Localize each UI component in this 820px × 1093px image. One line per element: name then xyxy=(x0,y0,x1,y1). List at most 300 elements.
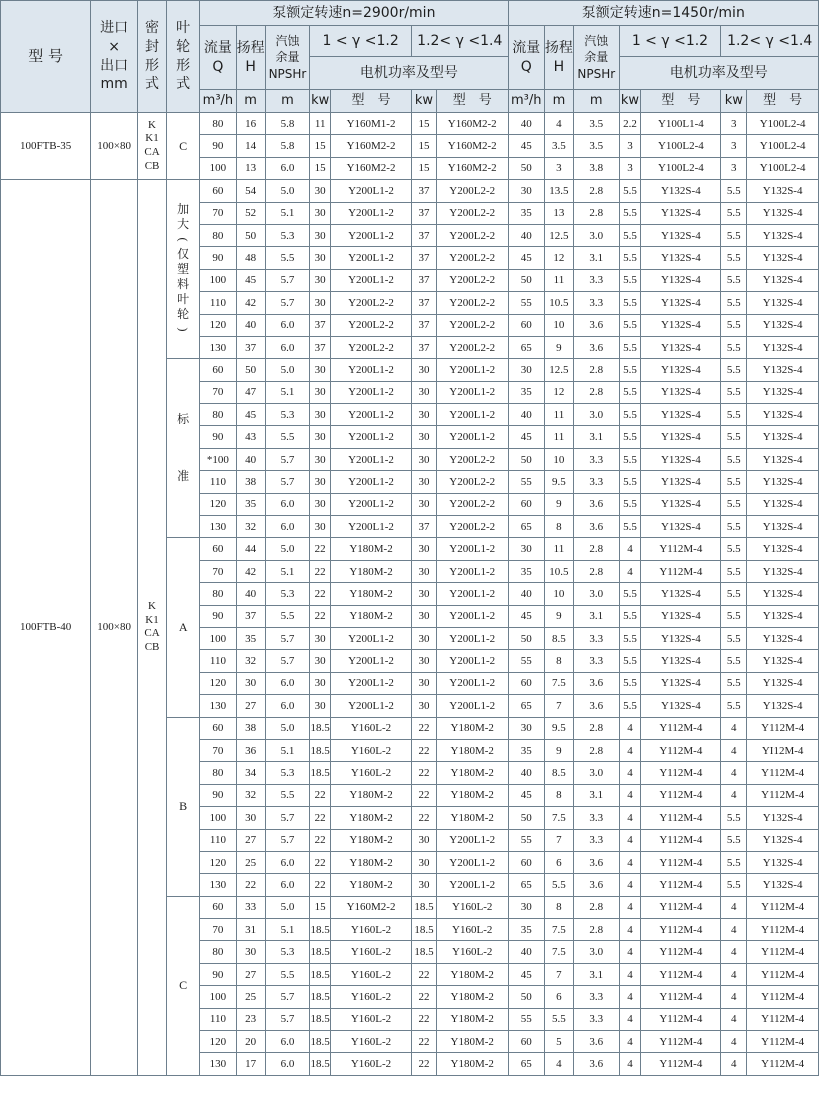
table-cell: 5.5 xyxy=(265,605,310,627)
table-cell: Y160M2-2 xyxy=(331,896,412,918)
table-cell: 40 xyxy=(508,404,544,426)
table-cell: 22 xyxy=(411,807,436,829)
table-cell: Y200L1-2 xyxy=(436,538,508,560)
seal-type-cell xyxy=(138,113,167,180)
table-cell: 6 xyxy=(544,986,573,1008)
table-cell: 80 xyxy=(200,583,236,605)
table-cell: Y200L2-2 xyxy=(436,516,508,538)
table-cell: 11 xyxy=(310,113,331,135)
seal-type-item: CB xyxy=(144,159,160,172)
table-cell: 70 xyxy=(200,919,236,941)
table-cell: *100 xyxy=(200,448,236,470)
table-cell: Y132S-4 xyxy=(641,516,721,538)
table-cell: 3.6 xyxy=(573,336,619,358)
table-cell: 31 xyxy=(236,919,265,941)
table-cell: 37 xyxy=(411,516,436,538)
table-cell: 30 xyxy=(411,851,436,873)
table-cell: Y112M-4 xyxy=(641,941,721,963)
table-cell: Y100L2-4 xyxy=(747,135,819,157)
table-cell: Y180M-2 xyxy=(436,986,508,1008)
table-cell: Y112M-4 xyxy=(747,896,819,918)
table-cell: 3.3 xyxy=(573,448,619,470)
table-cell: 2.8 xyxy=(573,896,619,918)
table-cell: 30 xyxy=(310,247,331,269)
table-cell: 22 xyxy=(411,1031,436,1053)
table-cell: 37 xyxy=(411,247,436,269)
table-cell: 30 xyxy=(310,381,331,403)
table-cell: 5.5 xyxy=(619,314,641,336)
table-cell: 110 xyxy=(200,650,236,672)
table-cell: Y160L-2 xyxy=(436,919,508,941)
table-cell: Y132S-4 xyxy=(747,292,819,314)
table-cell: 3 xyxy=(721,135,747,157)
seal-type-item: CB xyxy=(144,641,160,654)
table-cell: 5.0 xyxy=(265,717,310,739)
table-cell: Y160M2-2 xyxy=(436,157,508,179)
table-cell: 5.5 xyxy=(619,381,641,403)
table-cell: 5.1 xyxy=(265,202,310,224)
seal-type-item: K xyxy=(148,118,156,131)
table-cell: 60 xyxy=(508,672,544,694)
table-cell: Y132S-4 xyxy=(641,448,721,470)
table-cell: 5.7 xyxy=(265,292,310,314)
table-cell: Y180M-2 xyxy=(436,963,508,985)
table-cell: Y100L2-4 xyxy=(747,113,819,135)
table-cell: 2.2 xyxy=(619,113,641,135)
table-cell: 30 xyxy=(310,493,331,515)
table-cell: 35 xyxy=(236,627,265,649)
table-cell: Y112M-4 xyxy=(641,1031,721,1053)
table-cell: Y112M-4 xyxy=(641,851,721,873)
header-seal-line-2: 封 xyxy=(145,38,160,55)
table-cell: Y180M-2 xyxy=(331,874,412,896)
impeller-type-char: C xyxy=(179,138,188,153)
table-cell: 130 xyxy=(200,695,236,717)
table-cell: 3.1 xyxy=(573,784,619,806)
table-cell: Y132S-4 xyxy=(747,672,819,694)
impeller-type-cell xyxy=(167,717,200,896)
table-cell: 8 xyxy=(544,784,573,806)
header-head-unit: m xyxy=(544,90,573,113)
table-cell: Y132S-4 xyxy=(641,247,721,269)
table-cell: 3.0 xyxy=(573,762,619,784)
table-cell: Y200L1-2 xyxy=(436,829,508,851)
header-head-symbol: H xyxy=(245,58,256,75)
table-cell: 4 xyxy=(721,963,747,985)
inlet-outlet-cell: 100×80 xyxy=(91,180,138,1076)
header-kw: kw xyxy=(619,90,641,113)
table-cell: 5.5 xyxy=(721,493,747,515)
table-cell: Y132S-4 xyxy=(747,605,819,627)
table-cell: Y160M1-2 xyxy=(331,113,412,135)
table-cell: Y160L-2 xyxy=(331,739,412,761)
table-cell: 7.5 xyxy=(544,941,573,963)
table-cell: Y160L-2 xyxy=(331,963,412,985)
table-cell: 15 xyxy=(310,157,331,179)
table-cell: 9.5 xyxy=(544,471,573,493)
table-cell: Y132S-4 xyxy=(641,359,721,381)
header-npsh-line-3: NPSHr xyxy=(577,66,616,81)
table-cell: 5.5 xyxy=(721,560,747,582)
table-cell: 30 xyxy=(508,896,544,918)
table-cell: 18.5 xyxy=(310,919,331,941)
table-cell: Y200L1-2 xyxy=(331,493,412,515)
header-speed-1450: 泵额定转速n=1450r/min xyxy=(508,1,818,26)
table-cell: 2.8 xyxy=(573,717,619,739)
table-cell: 42 xyxy=(236,292,265,314)
table-cell: 3.3 xyxy=(573,627,619,649)
table-cell: 18.5 xyxy=(310,1031,331,1053)
header-flow-2900 xyxy=(200,26,236,90)
header-kw: kw xyxy=(721,90,747,113)
table-cell: 50 xyxy=(236,224,265,246)
table-cell: 5.5 xyxy=(619,247,641,269)
table-cell: 30 xyxy=(411,874,436,896)
table-cell: 4 xyxy=(721,1053,747,1075)
table-cell: 18.5 xyxy=(411,896,436,918)
table-cell: 22 xyxy=(310,784,331,806)
table-cell: Y132S-4 xyxy=(747,448,819,470)
table-cell: 5.7 xyxy=(265,829,310,851)
table-cell: Y180M-2 xyxy=(436,762,508,784)
table-cell: 110 xyxy=(200,292,236,314)
table-cell: 4 xyxy=(619,560,641,582)
table-cell: 18.5 xyxy=(310,941,331,963)
table-cell: 22 xyxy=(310,807,331,829)
table-cell: Y200L1-2 xyxy=(436,583,508,605)
table-cell: 18.5 xyxy=(310,762,331,784)
table-cell: 18.5 xyxy=(411,941,436,963)
table-cell: 5.5 xyxy=(265,784,310,806)
table-cell: Y200L1-2 xyxy=(331,202,412,224)
table-cell: 90 xyxy=(200,247,236,269)
table-cell: 5.5 xyxy=(721,829,747,851)
header-seal-line-4: 式 xyxy=(145,76,160,93)
header-motor-2900: 电机功率及型号 xyxy=(310,57,508,90)
impeller-type-cell xyxy=(167,538,200,717)
table-cell: 45 xyxy=(236,404,265,426)
table-cell: 5 xyxy=(544,1031,573,1053)
table-cell: 30 xyxy=(411,493,436,515)
table-cell: Y160L-2 xyxy=(331,1008,412,1030)
table-cell: 5.5 xyxy=(619,650,641,672)
table-cell: 38 xyxy=(236,471,265,493)
table-cell: 5.0 xyxy=(265,180,310,202)
table-cell: Y132S-4 xyxy=(747,874,819,896)
table-cell: 18.5 xyxy=(310,986,331,1008)
table-cell: 110 xyxy=(200,829,236,851)
table-cell: 4 xyxy=(619,874,641,896)
table-cell: Y200L1-2 xyxy=(331,247,412,269)
table-cell: 9 xyxy=(544,605,573,627)
table-cell: 4 xyxy=(619,919,641,941)
table-cell: 8 xyxy=(544,896,573,918)
table-cell: 37 xyxy=(236,336,265,358)
table-cell: Y132S-4 xyxy=(641,381,721,403)
table-cell: 10 xyxy=(544,583,573,605)
table-cell: 5.7 xyxy=(265,448,310,470)
table-cell: 32 xyxy=(236,516,265,538)
table-cell: 50 xyxy=(508,448,544,470)
table-cell: Y132S-4 xyxy=(747,538,819,560)
table-cell: 30 xyxy=(411,627,436,649)
table-cell: 3.6 xyxy=(573,314,619,336)
table-cell: 5.5 xyxy=(721,538,747,560)
table-cell: 5.5 xyxy=(619,336,641,358)
table-cell: 3.3 xyxy=(573,807,619,829)
table-cell: Y200L1-2 xyxy=(436,560,508,582)
impeller-type-cell xyxy=(167,180,200,359)
table-cell: 37 xyxy=(411,336,436,358)
table-cell: Y132S-4 xyxy=(747,560,819,582)
table-cell: Y160L-2 xyxy=(331,941,412,963)
header-impeller-line-3: 形 xyxy=(176,57,191,74)
table-cell: Y112M-4 xyxy=(641,538,721,560)
table-cell: Y200L2-2 xyxy=(436,247,508,269)
table-cell: 30 xyxy=(411,448,436,470)
table-cell: 7.5 xyxy=(544,672,573,694)
table-cell: Y132S-4 xyxy=(641,314,721,336)
table-cell: Y132S-4 xyxy=(641,202,721,224)
table-cell: Y200L2-2 xyxy=(331,292,412,314)
table-cell: 22 xyxy=(411,717,436,739)
table-cell: 2.8 xyxy=(573,381,619,403)
table-cell: Y160L-2 xyxy=(331,919,412,941)
table-cell: 5.5 xyxy=(619,224,641,246)
table-cell: Y200L2-2 xyxy=(436,493,508,515)
table-cell: 37 xyxy=(411,180,436,202)
table-cell: 50 xyxy=(508,269,544,291)
table-cell: 27 xyxy=(236,963,265,985)
table-cell: 18.5 xyxy=(310,1008,331,1030)
table-cell: 60 xyxy=(508,1031,544,1053)
table-cell: 2.8 xyxy=(573,202,619,224)
table-cell: 30 xyxy=(310,627,331,649)
table-cell: 5.5 xyxy=(619,426,641,448)
table-cell: Y180M-2 xyxy=(331,605,412,627)
table-row xyxy=(1,113,819,135)
table-cell: 5.8 xyxy=(265,113,310,135)
header-npsh-line-2: 余量 xyxy=(584,50,609,65)
header-gamma-2-1450: 1.2< γ <1.4 xyxy=(721,26,819,57)
header-kw: kw xyxy=(310,90,331,113)
table-cell: 65 xyxy=(508,336,544,358)
header-inlet-line-2: × xyxy=(108,38,121,55)
table-cell: 42 xyxy=(236,560,265,582)
table-cell: 33 xyxy=(236,896,265,918)
table-cell: Y160L-2 xyxy=(331,762,412,784)
table-cell: 35 xyxy=(236,493,265,515)
table-cell: 30 xyxy=(310,672,331,694)
table-cell: Y180M-2 xyxy=(331,784,412,806)
table-cell: 5.5 xyxy=(619,180,641,202)
impeller-type-char: 准 xyxy=(177,469,190,484)
table-cell: 4 xyxy=(721,762,747,784)
table-cell: 5.7 xyxy=(265,1008,310,1030)
table-cell: 55 xyxy=(508,650,544,672)
table-cell: 3 xyxy=(721,113,747,135)
table-cell: 5.5 xyxy=(721,851,747,873)
table-cell: 9.5 xyxy=(544,717,573,739)
table-cell: 14 xyxy=(236,135,265,157)
table-cell: Y132S-4 xyxy=(641,269,721,291)
table-cell: 5.5 xyxy=(721,516,747,538)
table-cell: 5.5 xyxy=(721,695,747,717)
table-cell: 5.0 xyxy=(265,896,310,918)
table-cell: Y132S-4 xyxy=(641,292,721,314)
table-cell: 90 xyxy=(200,605,236,627)
model-cell: 100FTB-35 xyxy=(1,113,91,180)
table-cell: Y112M-4 xyxy=(747,919,819,941)
table-cell: 5.5 xyxy=(721,650,747,672)
table-cell: Y180M-2 xyxy=(331,829,412,851)
table-cell: 30 xyxy=(411,560,436,582)
table-cell: 15 xyxy=(411,135,436,157)
table-cell: 16 xyxy=(236,113,265,135)
table-cell: 45 xyxy=(236,269,265,291)
table-cell: 18.5 xyxy=(310,963,331,985)
table-cell: 22 xyxy=(411,1008,436,1030)
header-inlet-outlet xyxy=(91,1,138,113)
table-cell: 15 xyxy=(411,157,436,179)
table-cell: Y200L1-2 xyxy=(436,605,508,627)
table-cell: 10.5 xyxy=(544,292,573,314)
header-impeller-line-2: 轮 xyxy=(176,38,191,55)
table-cell: Y132S-4 xyxy=(747,807,819,829)
table-cell: 12.5 xyxy=(544,224,573,246)
impeller-type-char: 仅 xyxy=(177,246,190,261)
table-cell: 3.3 xyxy=(573,1008,619,1030)
table-cell: 3 xyxy=(619,135,641,157)
table-cell: 5.5 xyxy=(619,627,641,649)
header-seal-line-1: 密 xyxy=(145,19,160,36)
table-cell: 4 xyxy=(619,762,641,784)
table-cell: 4 xyxy=(721,896,747,918)
table-cell: 44 xyxy=(236,538,265,560)
table-cell: 5.5 xyxy=(721,672,747,694)
table-cell: 5.5 xyxy=(265,963,310,985)
table-cell: Y132S-4 xyxy=(747,269,819,291)
header-kw: kw xyxy=(411,90,436,113)
table-cell: Y112M-4 xyxy=(641,829,721,851)
table-cell: 30 xyxy=(310,269,331,291)
table-cell: 37 xyxy=(411,224,436,246)
table-cell: 4 xyxy=(544,1053,573,1075)
table-cell: Y200L1-2 xyxy=(436,650,508,672)
table-cell: 3.0 xyxy=(573,583,619,605)
table-cell: 130 xyxy=(200,336,236,358)
table-cell: 30 xyxy=(310,471,331,493)
table-cell: 40 xyxy=(508,113,544,135)
table-cell: 5.7 xyxy=(265,269,310,291)
table-cell: 3.6 xyxy=(573,851,619,873)
table-cell: 27 xyxy=(236,829,265,851)
table-cell: 90 xyxy=(200,426,236,448)
table-cell: 30 xyxy=(411,695,436,717)
table-cell: 65 xyxy=(508,874,544,896)
table-cell: Y132S-4 xyxy=(747,336,819,358)
table-cell: 5.5 xyxy=(721,471,747,493)
table-cell: Y100L2-4 xyxy=(747,157,819,179)
header-impeller-type xyxy=(167,1,200,113)
table-cell: 30 xyxy=(411,829,436,851)
table-cell: 60 xyxy=(200,359,236,381)
table-cell: 60 xyxy=(200,717,236,739)
table-cell: 5.3 xyxy=(265,583,310,605)
table-cell: 50 xyxy=(508,986,544,1008)
table-cell: 50 xyxy=(508,627,544,649)
table-cell: Y200L2-2 xyxy=(436,448,508,470)
table-cell: Y112M-4 xyxy=(641,1008,721,1030)
table-cell: 3.3 xyxy=(573,269,619,291)
table-cell: 35 xyxy=(508,202,544,224)
table-cell: 11 xyxy=(544,426,573,448)
table-cell: Y200L2-2 xyxy=(436,180,508,202)
table-cell: 120 xyxy=(200,672,236,694)
header-flow-unit: m³/h xyxy=(200,90,236,113)
header-motor-model: 型 号 xyxy=(641,90,721,113)
table-cell: 100 xyxy=(200,157,236,179)
table-cell: 10 xyxy=(544,314,573,336)
table-cell: 22 xyxy=(411,986,436,1008)
table-cell: 6.0 xyxy=(265,695,310,717)
table-cell: 30 xyxy=(411,605,436,627)
impeller-label-spacer xyxy=(167,427,199,469)
table-cell: 6 xyxy=(544,851,573,873)
table-cell: 5.5 xyxy=(721,224,747,246)
table-cell: 100 xyxy=(200,627,236,649)
table-cell: 4 xyxy=(619,1053,641,1075)
inlet-outlet-cell: 100×80 xyxy=(91,113,138,180)
table-cell: 4 xyxy=(619,851,641,873)
table-cell: 55 xyxy=(508,1008,544,1030)
table-cell: Y180M-2 xyxy=(436,717,508,739)
table-cell: 30 xyxy=(310,292,331,314)
table-cell: 45 xyxy=(508,605,544,627)
table-cell: 6.0 xyxy=(265,672,310,694)
table-cell: Y200L1-2 xyxy=(331,448,412,470)
table-cell: 9 xyxy=(544,739,573,761)
table-cell: 4 xyxy=(619,807,641,829)
table-cell: 18.5 xyxy=(411,919,436,941)
table-cell: 35 xyxy=(508,919,544,941)
table-cell: Y132S-4 xyxy=(641,224,721,246)
table-cell: Y160L-2 xyxy=(331,986,412,1008)
table-cell: Y132S-4 xyxy=(641,605,721,627)
table-cell: 30 xyxy=(411,381,436,403)
table-cell: Y132S-4 xyxy=(747,471,819,493)
table-cell: Y180M-2 xyxy=(436,1053,508,1075)
header-head-label: 扬程 xyxy=(236,39,265,56)
table-cell: 5.5 xyxy=(544,874,573,896)
table-cell: 5.5 xyxy=(721,381,747,403)
table-cell: 45 xyxy=(508,963,544,985)
table-cell: Y112M-4 xyxy=(747,986,819,1008)
table-cell: 80 xyxy=(200,113,236,135)
seal-type-cell xyxy=(138,180,167,1076)
table-cell: Y180M-2 xyxy=(436,1031,508,1053)
table-cell: Y132S-4 xyxy=(641,583,721,605)
table-cell: Y160L-2 xyxy=(331,1031,412,1053)
table-cell: 30 xyxy=(411,471,436,493)
table-cell: 5.7 xyxy=(265,986,310,1008)
table-cell: 3.8 xyxy=(573,157,619,179)
table-cell: Y200L2-2 xyxy=(331,336,412,358)
table-cell: 4 xyxy=(721,941,747,963)
table-cell: Y200L1-2 xyxy=(436,404,508,426)
table-cell: Y132S-4 xyxy=(747,851,819,873)
table-cell: 30 xyxy=(411,650,436,672)
